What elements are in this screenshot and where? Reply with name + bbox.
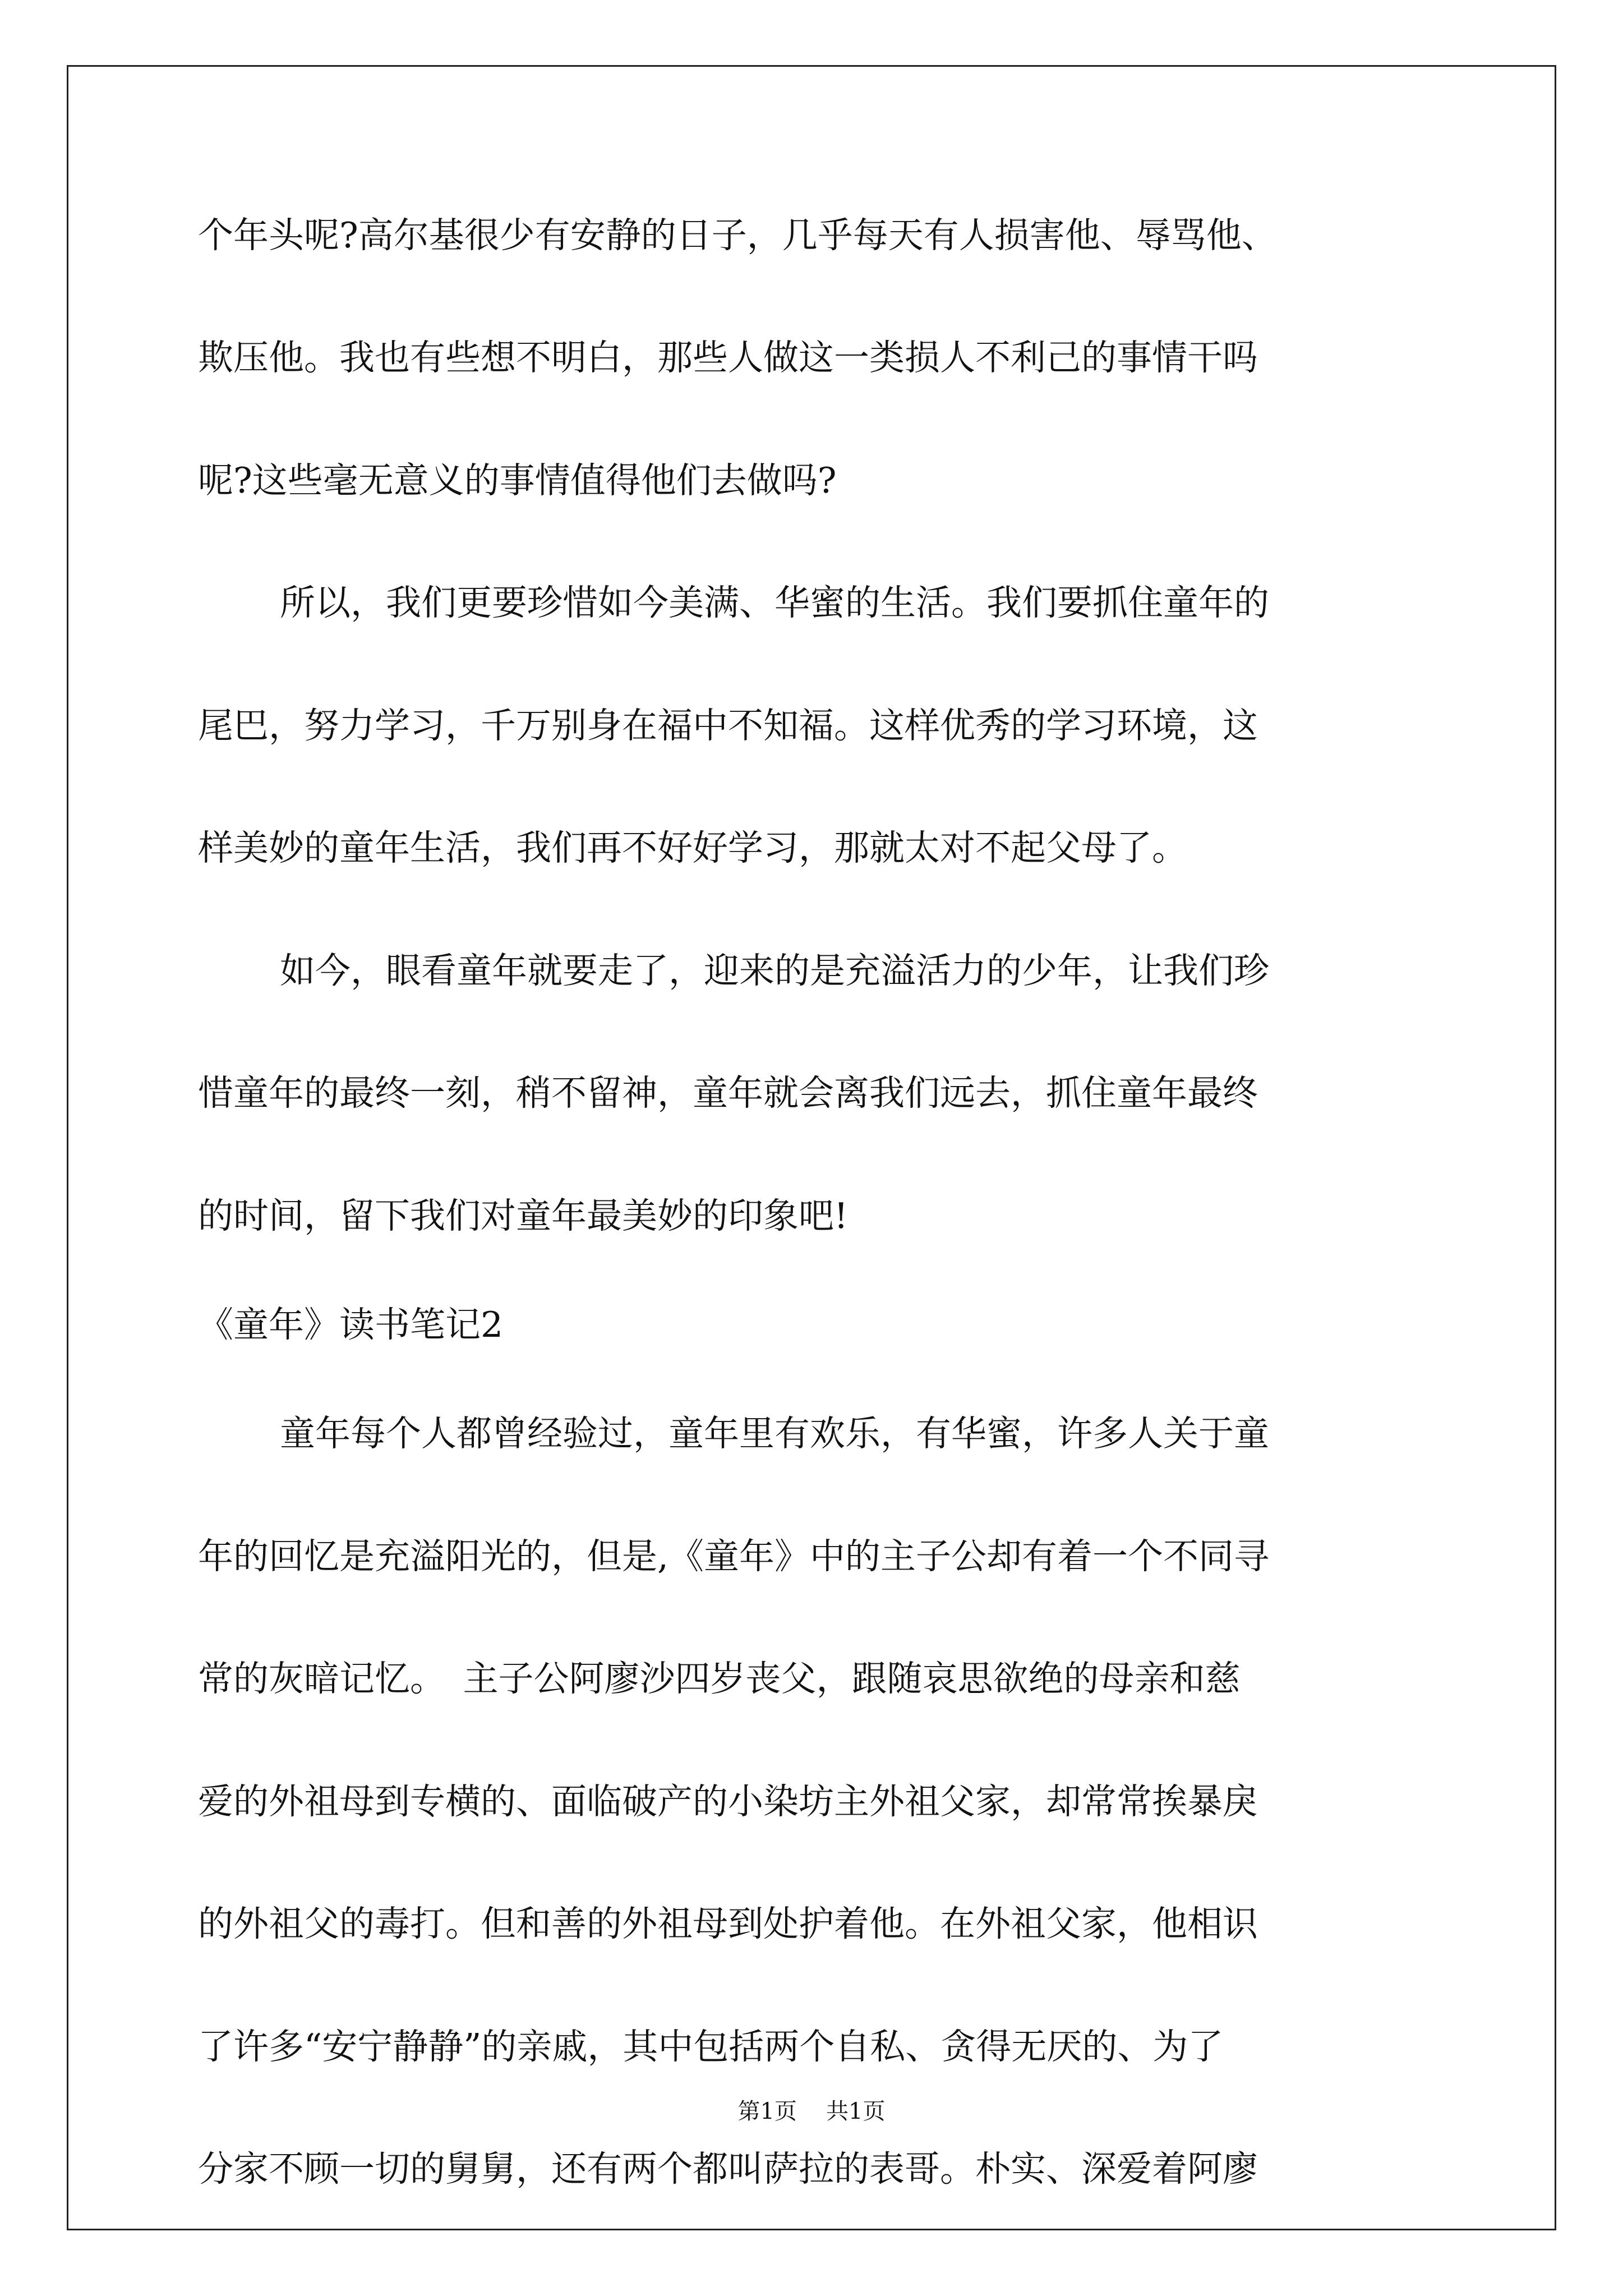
- section-heading: 《童年》读书笔记2: [198, 1304, 504, 1345]
- page-footer: [0, 2095, 1623, 2128]
- text-line-12: 年的回忆是充溢阳光的，但是,《童年》中的主子公却有着一个不同寻: [198, 1536, 1270, 1577]
- text-line-11: 童年每个人都曾经验过，童年里有欢乐，有华蜜，许多人关于童: [280, 1413, 1269, 1454]
- text-line-9: 的时间，留下我们对童年最美妙的印象吧!: [198, 1195, 849, 1236]
- text-line-16: 了许多“安宁静静”的亲戚，其中包括两个自私、贪得无厌的、为了: [198, 2026, 1224, 2067]
- text-line-3: 呢?这些毫无意义的事情值得他们去做吗?: [198, 460, 837, 501]
- text-line-17: 分家不顾一切的舅舅，还有两个都叫萨拉的表哥。朴实、深爱着阿廖: [198, 2148, 1258, 2189]
- text-line-5: 尾巴，努力学习，千万别身在福中不知福。这样优秀的学习环境，这: [198, 705, 1258, 746]
- text-line-4: 所以，我们更要珍惜如今美满、华蜜的生活。我们要抓住童年的: [280, 582, 1269, 623]
- text-line-15: 的外祖父的毒打。但和善的外祖母到处护着他。在外祖父家，他相识: [198, 1903, 1258, 1944]
- text-line-1: 个年头呢?高尔基很少有安静的日子，几乎每天有人损害他、辱骂他、: [198, 215, 1277, 256]
- text-line-2: 欺压他。我也有些想不明白，那些人做这一类损人不利己的事情干吗: [198, 337, 1258, 378]
- text-line-8: 惜童年的最终一刻，稍不留神，童年就会离我们远去，抓住童年最终: [198, 1073, 1258, 1114]
- page-number: 第1页: [737, 2099, 797, 2124]
- text-line-6: 样美妙的童年生活，我们再不好好学习，那就太对不起父母了。: [198, 827, 1187, 868]
- text-line-7: 如今，眼看童年就要走了，迎来的是充溢活力的少年，让我们珍: [280, 950, 1269, 991]
- page-total: 共1页: [826, 2099, 886, 2124]
- text-line-14: 爱的外祖母到专横的、面临破产的小染坊主外祖父家，却常常挨暴戾: [198, 1781, 1258, 1822]
- text-line-13: 常的灰暗记忆。 主子公阿廖沙四岁丧父，跟随哀思欲绝的母亲和慈: [198, 1658, 1241, 1699]
